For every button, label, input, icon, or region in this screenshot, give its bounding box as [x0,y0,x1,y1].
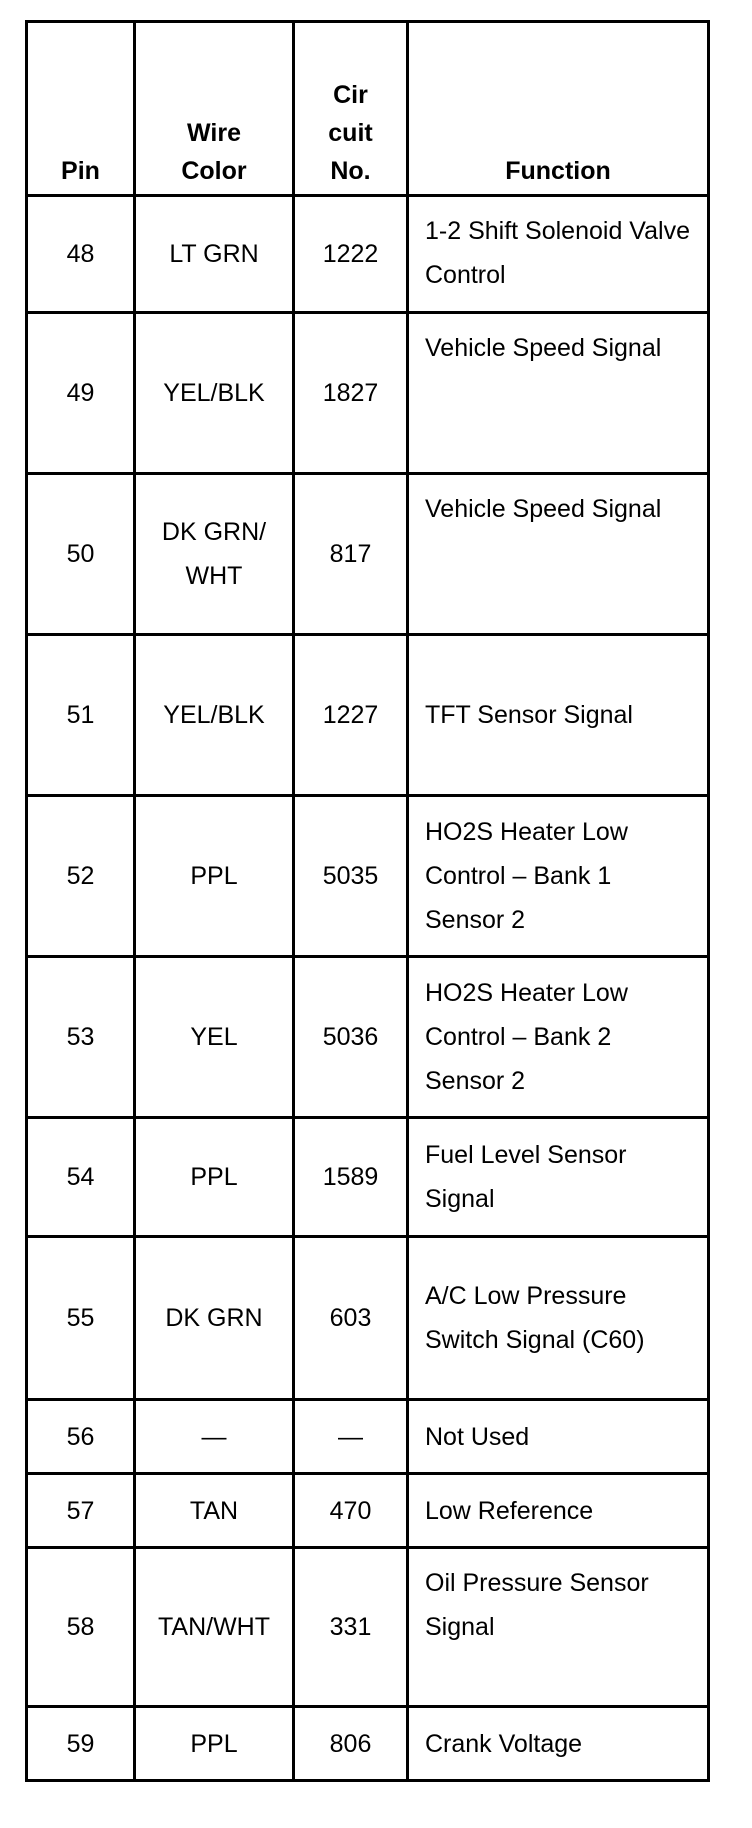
function-cell: TFT Sensor Signal [408,635,709,796]
circuit-cell: 1222 [294,196,408,313]
function-header-label: Function [505,157,611,185]
circuit-cell: 806 [294,1707,408,1781]
function-cell: Fuel Level Sensor Signal [408,1118,709,1237]
wire-color-cell: DK GRN [135,1237,294,1400]
wire-color-cell: PPL [135,796,294,957]
table-row [27,1118,709,1237]
function-cell: HO2S Heater Low Control – Bank 1 Sensor 2 [408,796,709,957]
function-cell: Not Used [408,1400,709,1474]
table-row [27,635,709,796]
pin-cell: 55 [27,1237,135,1400]
table-row [27,196,709,313]
pin-cell: 52 [27,796,135,957]
pin-cell: 56 [27,1400,135,1474]
pin-cell: 48 [27,196,135,313]
table-row [27,957,709,1118]
wire-color-cell: YEL/BLK [135,635,294,796]
pin-cell: 53 [27,957,135,1118]
table-row [27,1474,709,1548]
function-column-header [408,22,709,196]
function-cell: 1-2 Shift Solenoid Valve Control [408,196,709,313]
pin-cell: 51 [27,635,135,796]
header-row [27,22,709,196]
wire-color-header-line2: Color [181,157,247,185]
circuit-cell: 1227 [294,635,408,796]
table-row [27,474,709,635]
table-row [27,1237,709,1400]
function-cell: HO2S Heater Low Control – Bank 2 Sensor 2 [408,957,709,1118]
wire-color-cell: — [135,1400,294,1474]
circuit-cell: 5036 [294,957,408,1118]
wire-color-cell: DK GRN/WHT [135,474,294,635]
circuit-header-line1: Cir [333,81,368,109]
wire-color-column-header [135,22,294,196]
circuit-cell: 5035 [294,796,408,957]
circuit-column-header [294,22,408,196]
circuit-cell: 1827 [294,313,408,474]
function-cell: Low Reference [408,1474,709,1548]
circuit-cell: 470 [294,1474,408,1548]
circuit-header-line3: No. [330,157,371,185]
pin-cell: 59 [27,1707,135,1781]
table-row [27,313,709,474]
connector-pinout-table [25,20,710,1782]
pin-cell: 58 [27,1548,135,1707]
wire-color-cell: PPL [135,1118,294,1237]
circuit-cell: 603 [294,1237,408,1400]
wire-color-header-line1: Wire [187,119,241,147]
pin-cell: 57 [27,1474,135,1548]
function-cell: Vehicle Speed Signal [408,313,709,474]
function-cell: Vehicle Speed Signal [408,474,709,635]
wire-color-cell: YEL/BLK [135,313,294,474]
circuit-cell: 1589 [294,1118,408,1237]
pin-header-label: Pin [61,157,100,185]
wire-color-cell: PPL [135,1707,294,1781]
function-cell: Crank Voltage [408,1707,709,1781]
pin-column-header [27,22,135,196]
table-row [27,796,709,957]
table-row [27,1707,709,1781]
pin-cell: 49 [27,313,135,474]
table-row [27,1548,709,1707]
circuit-cell: 331 [294,1548,408,1707]
table-row [27,1400,709,1474]
function-cell: Oil Pressure Sensor Signal [408,1548,709,1707]
pin-cell: 54 [27,1118,135,1237]
circuit-header-line2: cuit [328,119,373,147]
circuit-cell: — [294,1400,408,1474]
wire-color-cell: TAN [135,1474,294,1548]
circuit-cell: 817 [294,474,408,635]
wire-color-cell: LT GRN [135,196,294,313]
wire-color-cell: YEL [135,957,294,1118]
wire-color-cell: TAN/WHT [135,1548,294,1707]
function-cell: A/C Low Pressure Switch Signal (C60) [408,1237,709,1400]
pin-cell: 50 [27,474,135,635]
